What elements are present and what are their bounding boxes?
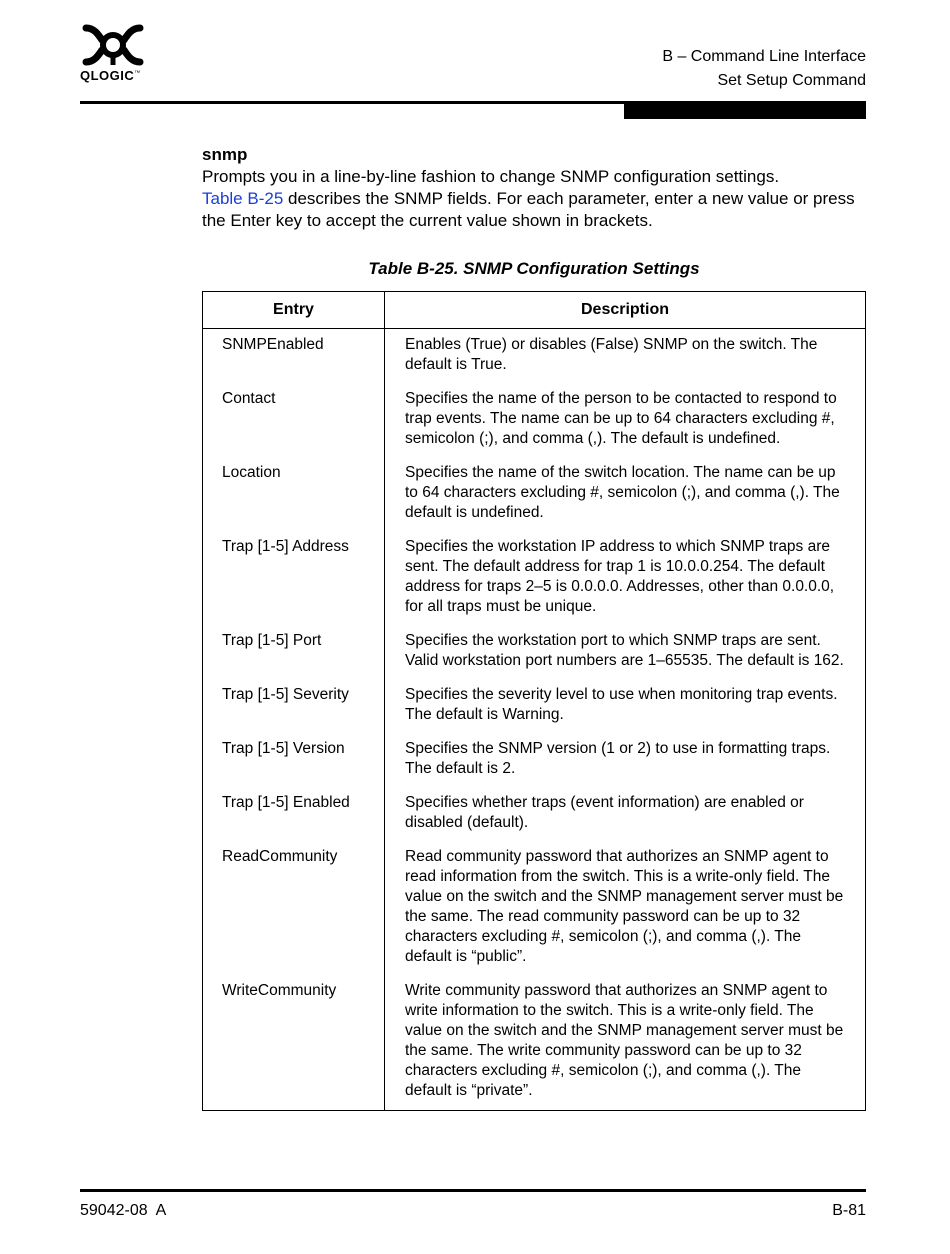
running-header xyxy=(662,45,866,93)
table-link[interactable]: Table B-25 xyxy=(202,189,284,208)
logo-text: QLOGIC™ xyxy=(80,68,141,83)
main-content xyxy=(202,144,866,1111)
description-cell: Specifies the name of the person to be contacted to respond to trap events. The name can be up to 64 characters excluding #, semicolon (;), and comma (,). The default is undefined. xyxy=(405,390,837,447)
description-cell: Specifies the SNMP version (1 or 2) to use in formatting traps. The default is 2. xyxy=(405,740,831,777)
entry-cell: Contact xyxy=(203,389,385,463)
table-row xyxy=(203,847,866,981)
description-cell: Write community password that authorizes an SNMP agent to write information to the switch. This is a write-only field. The value on the switch and the SNMP management server must be the same. The write community password can be up to 32 characters excluding #, semicolon (;), and comma (,). The default is “private”. xyxy=(405,982,844,1099)
table-row xyxy=(203,389,866,463)
intro-line1: Prompts you in a line-by-line fashion to change SNMP configuration settings. xyxy=(202,167,780,186)
table-row xyxy=(203,739,866,793)
intro-paragraph xyxy=(202,166,866,232)
qlogic-logo-icon xyxy=(80,24,146,66)
table-row xyxy=(203,793,866,847)
intro-rest: describes the SNMP fields. For each parameter, enter a new value or press the Enter key to accept the current value shown in brackets. xyxy=(202,189,855,230)
description-cell: Specifies the severity level to use when monitoring trap events. The default is Warning. xyxy=(405,686,838,723)
table-row xyxy=(203,329,866,390)
table-row xyxy=(203,463,866,537)
description-cell: Read community password that authorizes an SNMP agent to read information from the switch. This is a write-only field. The value on the switch and the SNMP management server must be the same. The read community password can be up to 32 characters excluding #, semicolon (;), and comma (,). The default is “public”. xyxy=(405,848,844,965)
table-row xyxy=(203,537,866,631)
entry-cell: Trap [1-5] Severity xyxy=(203,685,385,739)
column-header-entry: Entry xyxy=(203,292,385,329)
entry-cell: WriteCommunity xyxy=(203,981,385,1111)
footer-rule xyxy=(80,1189,866,1192)
description-cell: Specifies the workstation IP address to which SNMP traps are sent. The default address for trap 1 is 10.0.0.254. The default address for traps 2–5 is 0.0.0.0. Addresses, other than 0.0.0.0, for all traps must be unique. xyxy=(405,538,835,615)
entry-cell: Location xyxy=(203,463,385,537)
description-cell: Enables (True) or disables (False) SNMP on the switch. The default is True. xyxy=(405,336,818,373)
table-row xyxy=(203,981,866,1111)
column-header-description: Description xyxy=(385,292,866,329)
entry-cell: Trap [1-5] Port xyxy=(203,631,385,685)
document-number: 59042-08 A xyxy=(80,1202,167,1219)
entry-cell: SNMPEnabled xyxy=(203,329,385,390)
page-title: snmp xyxy=(202,145,248,164)
table-caption: Table B-25. SNMP Configuration Settings xyxy=(368,259,700,278)
chapter-title: B – Command Line Interface xyxy=(662,48,866,65)
header-block xyxy=(624,104,866,119)
table-row xyxy=(203,631,866,685)
entry-cell: Trap [1-5] Enabled xyxy=(203,793,385,847)
entry-cell: Trap [1-5] Version xyxy=(203,739,385,793)
description-cell: Specifies whether traps (event information) are enabled or disabled (default). xyxy=(405,794,804,831)
section-title-header: Set Setup Command xyxy=(717,72,866,89)
page-number: B-81 xyxy=(832,1202,866,1219)
table-row xyxy=(203,685,866,739)
qlogic-logo xyxy=(80,24,152,83)
entry-cell: ReadCommunity xyxy=(203,847,385,981)
description-cell: Specifies the name of the switch location. The name can be up to 64 characters excluding #, semicolon (;), and comma (,). The default is undefined. xyxy=(405,464,840,521)
entry-cell: Trap [1-5] Address xyxy=(203,537,385,631)
description-cell: Specifies the workstation port to which SNMP traps are sent. Valid workstation port numbers are 1–65535. The default is 162. xyxy=(405,632,844,669)
snmp-settings-table xyxy=(202,291,866,1111)
